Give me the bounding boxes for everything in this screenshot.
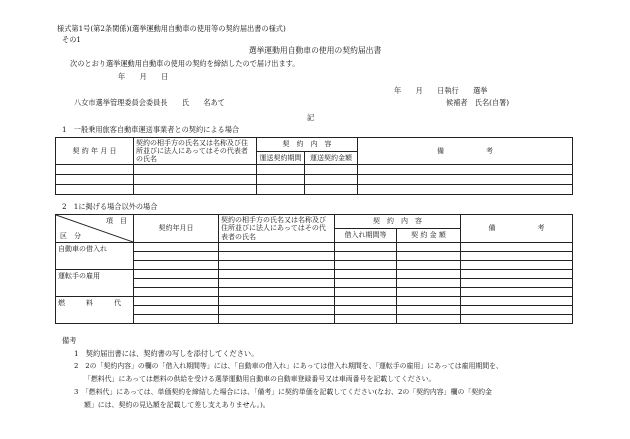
col-transport-amount: 運送契約金額 (305, 152, 358, 165)
col-transport-period: 運送契約期間 (257, 152, 305, 165)
ki-mark: 記 (307, 113, 315, 122)
note-1: 1 契約届出書には、契約書の写しを添付してください。 (74, 349, 259, 358)
col-contract-amount: 契 約 金 額 (397, 229, 461, 243)
table-row (56, 165, 573, 175)
col-contract-date: 契 約 年 月 日 (56, 138, 134, 165)
candidate-signature: 候補者 氏名(自署) (446, 98, 510, 107)
section1-table (55, 137, 573, 195)
table-row (56, 288, 573, 297)
intro-text: 次のとおり選挙運動用自動車の使用の契約を締結したので届け出ます。 (70, 59, 300, 68)
note-2-line-1: 2 2の「契約内容」の欄の「借入れ期間等」には、「自動車の借入れ」にあっては借入れ期間を、「運転手の雇用」にあっては雇用期間を、 (74, 362, 503, 370)
section2-table (55, 214, 573, 324)
col-category-label: 区 分 (60, 231, 81, 240)
col-contract-date: 契約年月日 (134, 215, 219, 243)
table-row (56, 243, 573, 252)
election-date: 年 月 日執行 選挙 (394, 86, 488, 95)
row-label-driver-hire: 運転手の雇用 (56, 270, 134, 297)
col-rental-period: 借入れ期間等 (335, 229, 397, 243)
table-row (56, 315, 573, 324)
table-row (56, 185, 573, 195)
table-row (56, 306, 573, 315)
table-row (56, 261, 573, 270)
note-2-line-2: 「燃料代」にあっては燃料の供給を受ける選挙運動用自動車の自動車登録番号又は車両番号を記載してください。 (84, 375, 436, 383)
col-remarks: 備 考 (358, 138, 573, 165)
note-3-line-1: 3 「燃料代」にあっては、単価契約を締結した場合には、「備考」に契約単価を記載してください(なお、2の「契約内容」欄の「契約金 (74, 388, 492, 396)
table-row (56, 175, 573, 185)
notes-heading: 備考 (62, 336, 77, 345)
form-number: 様式第1号(第2条関係)(選挙運動用自動車の使用等の契約届出書の様式) (57, 24, 286, 33)
row-label-fuel: 燃 料 代 (56, 297, 134, 324)
row-label-vehicle-rental: 自動車の借入れ (56, 243, 134, 270)
addressee: 八女市選挙管理委員会委員長 氏 名あて (74, 98, 225, 107)
col-contract-party: 契約の相手方の氏名又は名称及び住所並びに法人にあってはその代表者の氏名 (219, 215, 335, 243)
col-contract-party: 契約の相手方の氏名又は名称及び住所並びに法人にあってはその代表者の氏名 (134, 138, 257, 165)
section1-heading: 1 一般乗用旅客自動車運送事業者との契約による場合 (62, 125, 240, 134)
table-row (56, 252, 573, 261)
page-title: 選挙運動用自動車の使用の契約届出書 (248, 46, 382, 55)
col-contract-content: 契 約 内 容 (335, 215, 461, 229)
col-item-label: 項 目 (106, 217, 127, 225)
submit-date: 年 月 日 (118, 72, 169, 81)
table-row (56, 297, 573, 306)
form-part: その1 (62, 35, 81, 44)
col-remarks: 備 考 (461, 215, 573, 243)
section2-heading: 2 1に掲げる場合以外の場合 (62, 202, 158, 211)
note-3-line-2: 額」には、契約の見込額を記載して差し支えありません。)。 (84, 401, 270, 409)
table-row (56, 279, 573, 288)
item-category-header (56, 215, 134, 243)
col-contract-content: 契 約 内 容 (257, 138, 358, 152)
table-row (56, 270, 573, 279)
